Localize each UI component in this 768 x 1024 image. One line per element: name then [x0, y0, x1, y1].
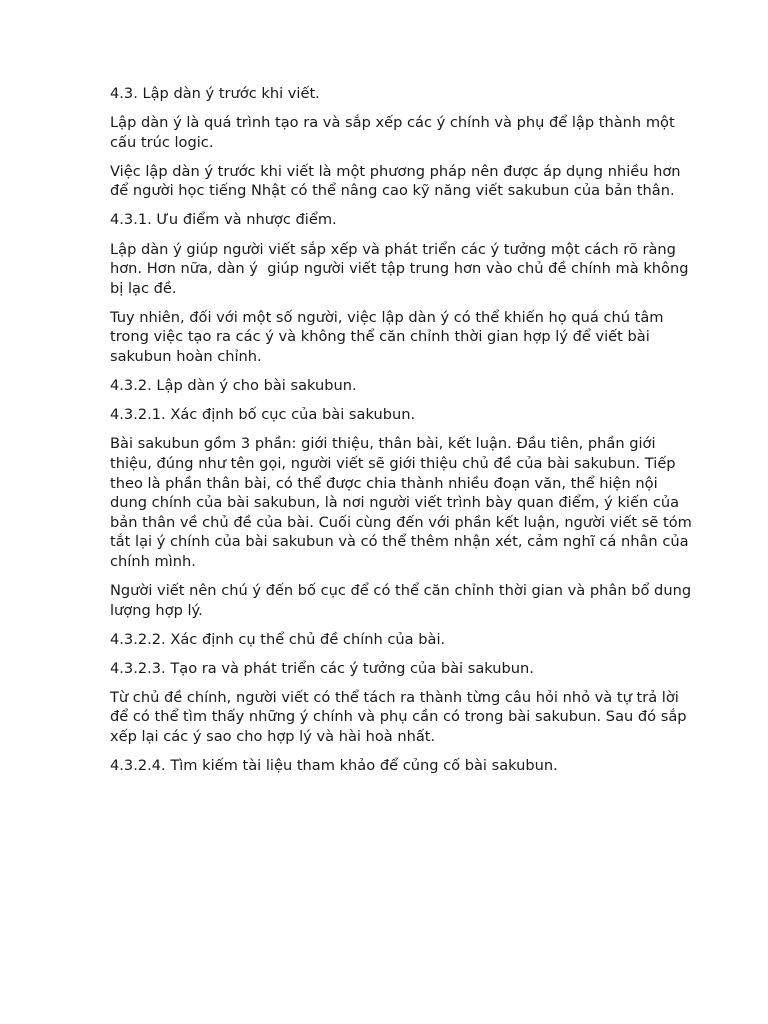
document-body	[110, 84, 697, 785]
paragraph-importance: Việc lập dàn ý trước khi viết là một phương pháp nên được áp dụng nhiều hơn để người học tiếng Nhật có thể nâng cao kỹ năng viết sakubun của bản thân.	[110, 162, 686, 200]
paragraph-advantages: Lập dàn ý giúp người viết sắp xếp và phát triển các ý tưởng một cách rõ ràng hơn. Hơn nữa, dàn ý giúp người viết tập trung hơn vào chủ đề chính mà không bị lạc đề.	[110, 240, 694, 297]
section-heading-4-3-2-2: 4.3.2.2. Xác định cụ thể chủ đề chính của bài.	[110, 630, 446, 648]
section-heading-4-3-2-4: 4.3.2.4. Tìm kiếm tài liệu tham khảo để củng cố bài sakubun.	[110, 757, 558, 775]
paragraph-disadvantages: Tuy nhiên, đối với một số người, việc lập dàn ý có thể khiến họ quá chú tâm trong việc tạo ra các ý và không thể căn chỉnh thời gian hợp lý để viết bài sakubun hoàn chỉnh.	[110, 308, 669, 366]
paragraph-ideas: Từ chủ đề chính, người viết có thể tách ra thành từng câu hỏi nhỏ và tự trả lời để có thể tìm thấy những ý chính và phụ cần có trong bài sakubun. Sau đó sắp xếp lại các ý sao cho hợp lý và hài hoà nhất.	[110, 688, 692, 746]
section-heading-4-3-2: 4.3.2. Lập dàn ý cho bài sakubun.	[110, 377, 357, 395]
paragraph-structure-note: Người viết nên chú ý đến bố cục để có thể căn chỉnh thời gian và phân bổ dung lượng hợp lý.	[110, 581, 696, 619]
paragraph-structure: Bài sakubun gồm 3 phần: giới thiệu, thân bài, kết luận. Đầu tiên, phần giới thiệu, đúng như tên gọi, người viết sẽ giới thiệu chủ đề của bài sakubun. Tiếp theo là phần thân bài, có thể được chia thành nhiều đoạn văn, thể hiện nội dung chính của bài sakubun, là nơi người viết trình bày quan điểm, ý kiến của bản thân về chủ đề của bài. Cuối cùng đến với phần kết luận, người viết sẽ tóm tắt lại ý chính của bài sakubun và có thể thêm nhận xét, cảm nghĩ cá nhân của chính mình.	[110, 435, 697, 570]
section-heading-4-3-2-3: 4.3.2.3. Tạo ra và phát triển các ý tưởng của bài sakubun.	[110, 659, 534, 677]
section-heading-4-3-1: 4.3.1. Ưu điểm và nhược điểm.	[110, 211, 337, 229]
section-heading-4-3: 4.3. Lập dàn ý trước khi viết.	[110, 85, 320, 102]
section-heading-4-3-2-1: 4.3.2.1. Xác định bố cục của bài sakubun.	[110, 406, 416, 424]
paragraph-definition: Lập dàn ý là quá trình tạo ra và sắp xếp các ý chính và phụ để lập thành một cấu trúc logic.	[110, 114, 680, 151]
